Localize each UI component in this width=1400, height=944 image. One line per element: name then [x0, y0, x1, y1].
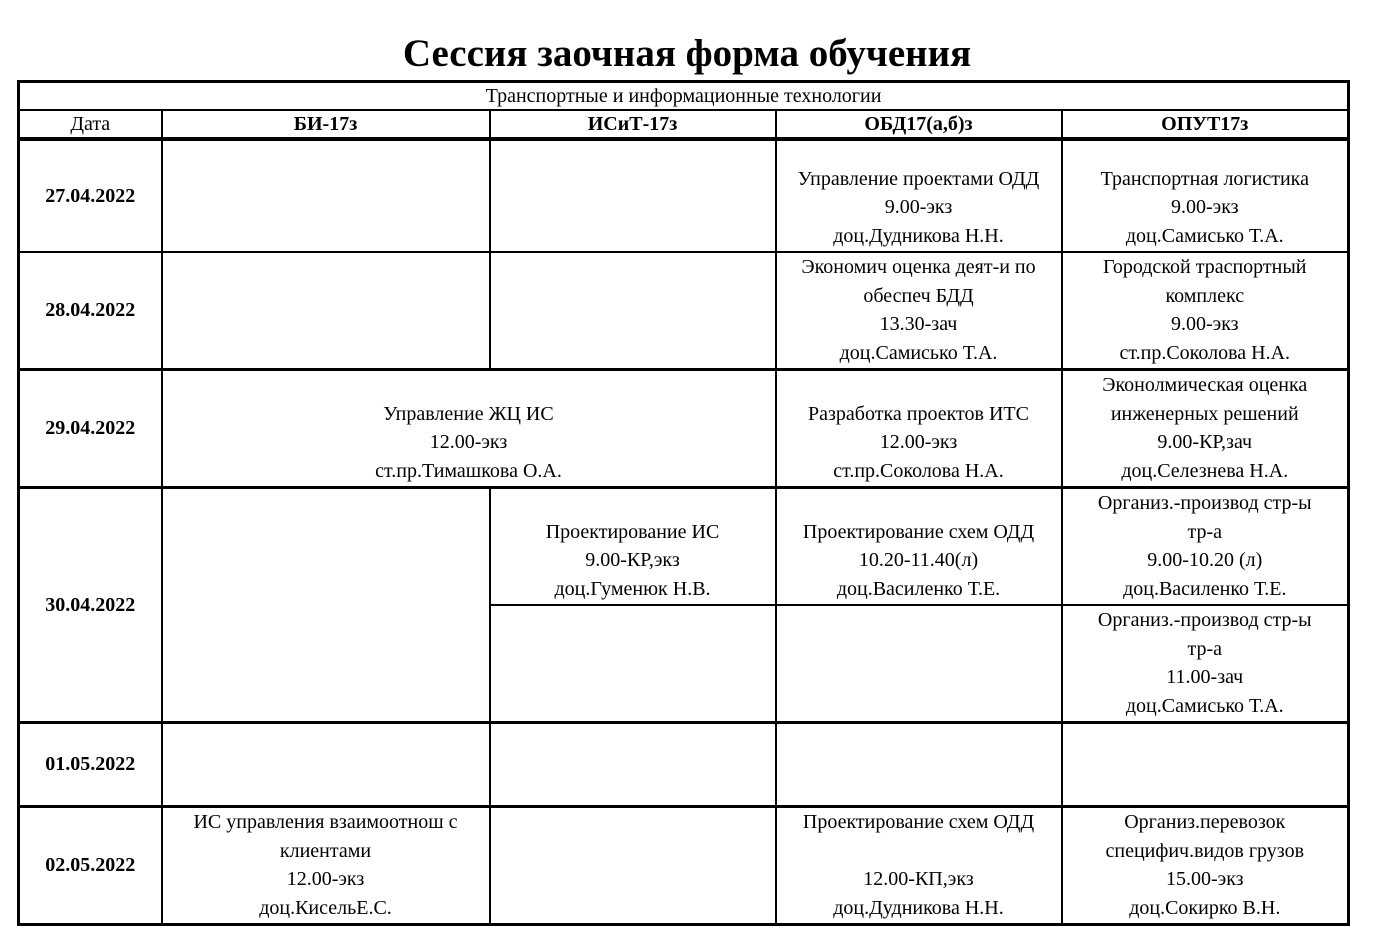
cell-bi	[162, 807, 490, 925]
cell-bi-isit-merged	[162, 370, 776, 488]
cell-oput	[1062, 807, 1349, 925]
time: 13.30-зач	[879, 313, 958, 335]
teacher: доц.Селезнева Н.А.	[1121, 459, 1289, 482]
cell-isit-empty	[490, 605, 776, 723]
cell-oput-empty	[1062, 723, 1349, 807]
header-group-oput: ОПУТ17з	[1062, 110, 1349, 139]
cell-obd	[776, 807, 1062, 925]
table-row	[19, 807, 1349, 925]
teacher: доц.Самисько Т.А.	[1125, 694, 1284, 717]
date-cell: 29.04.2022	[19, 370, 162, 488]
table-row	[19, 723, 1349, 807]
time: 9.00-КР,экз	[585, 549, 680, 571]
subject: ИС управления взаимоотнош с	[193, 811, 458, 833]
cell-oput	[1062, 370, 1349, 488]
cell-bi-empty	[162, 488, 490, 723]
date-cell: 01.05.2022	[19, 723, 162, 807]
spacer	[779, 837, 1059, 866]
teacher: ст.пр.Соколова Н.А.	[1119, 341, 1291, 364]
time: 9.00-экз	[1170, 313, 1239, 335]
cell-obd	[776, 488, 1062, 606]
subject: Экономич оценка деят-и по	[801, 256, 1036, 278]
date-cell: 30.04.2022	[19, 488, 162, 723]
subject: клиентами	[279, 839, 372, 862]
date-cell: 02.05.2022	[19, 807, 162, 925]
cell-bi-empty	[162, 252, 490, 370]
teacher: доц.Дудникова Н.Н.	[833, 224, 1004, 247]
time: 9.00-экз	[1170, 196, 1239, 218]
time: 11.00-зач	[1166, 666, 1244, 688]
cell-obd	[776, 370, 1062, 488]
schedule-table	[17, 80, 1350, 926]
subject: инженерных решений	[1110, 402, 1299, 425]
subject: Проектирование ИС	[545, 520, 720, 543]
cell-isit-empty	[490, 807, 776, 925]
cell-isit-empty	[490, 139, 776, 252]
cell-bi-empty	[162, 139, 490, 252]
subject: Разработка проектов ИТС	[808, 402, 1029, 425]
time: 9.00-экз	[884, 196, 953, 218]
subject: тр-а	[1187, 520, 1223, 543]
teacher: ст.пр.Соколова Н.А.	[833, 459, 1004, 482]
teacher: доц.Самисько Т.А.	[839, 341, 998, 364]
cell-obd	[776, 139, 1062, 252]
time: 10.20-11.40(л)	[858, 549, 979, 571]
table-row	[19, 252, 1349, 370]
subject: Проектирование схем ОДД	[802, 811, 1035, 833]
cell-obd-empty	[776, 605, 1062, 723]
teacher: доц.Дудникова Н.Н.	[833, 896, 1004, 919]
subject: Организ.-производ стр-ы	[1097, 492, 1312, 514]
cell-isit	[490, 488, 776, 606]
header-group-isit: ИСиТ-17з	[490, 110, 776, 139]
header-row	[19, 110, 1349, 139]
teacher: доц.Самисько Т.А.	[1125, 224, 1284, 247]
teacher: доц.Гуменюк Н.В.	[554, 577, 711, 600]
cell-bi-empty	[162, 723, 490, 807]
time: 9.00-10.20 (л)	[1147, 549, 1263, 571]
subject: Эконолмическая оценка	[1102, 374, 1308, 396]
subject: Транспортная логистика	[1100, 167, 1309, 190]
cell-oput	[1062, 139, 1349, 252]
page-title: Сессия заочная форма обучения	[402, 32, 972, 75]
cell-isit-empty	[490, 252, 776, 370]
time: 12.00-КП,экз	[863, 868, 974, 890]
subject: Организ.-производ стр-ы	[1097, 609, 1312, 631]
table-row	[19, 370, 1349, 488]
subject: тр-а	[1187, 637, 1223, 660]
cell-obd-empty	[776, 723, 1062, 807]
subject: комплекс	[1165, 284, 1245, 307]
cell-oput	[1062, 252, 1349, 370]
table-row	[19, 488, 1349, 606]
subject: Управление проектами ОДД	[797, 167, 1040, 190]
cell-isit-empty	[490, 723, 776, 807]
time: 15.00-экз	[1165, 868, 1244, 890]
date-cell: 27.04.2022	[19, 139, 162, 252]
subject: Городской траспортный	[1103, 256, 1307, 278]
time: 9.00-КР,зач	[1157, 431, 1253, 453]
teacher: доц.Василенко Т.Е.	[1123, 577, 1287, 600]
subject: обеспеч БДД	[863, 284, 974, 307]
teacher: доц.КисельЕ.С.	[259, 896, 392, 919]
cell-oput	[1062, 605, 1349, 723]
subject: Управление ЖЦ ИС	[383, 402, 554, 425]
time: 12.00-экз	[286, 868, 365, 890]
teacher: ст.пр.Тимашкова О.А.	[375, 459, 562, 482]
subject: специфич.видов грузов	[1105, 839, 1305, 862]
header-group-bi: БИ-17з	[162, 110, 490, 139]
teacher: доц.Сокирко В.Н.	[1129, 896, 1281, 919]
faculty-name: Транспортные и информационные технологии	[19, 82, 1349, 111]
time: 12.00-экз	[429, 431, 508, 453]
subject: Проектирование схем ОДД	[802, 520, 1035, 543]
date-cell: 28.04.2022	[19, 252, 162, 370]
subject: Организ.перевозок	[1124, 811, 1286, 833]
header-date: Дата	[19, 110, 162, 139]
table-row	[19, 139, 1349, 252]
teacher: доц.Василенко Т.Е.	[836, 577, 1001, 600]
time: 12.00-экз	[879, 431, 958, 453]
header-group-obd: ОБД17(а,б)з	[776, 110, 1062, 139]
cell-oput	[1062, 488, 1349, 606]
cell-obd	[776, 252, 1062, 370]
